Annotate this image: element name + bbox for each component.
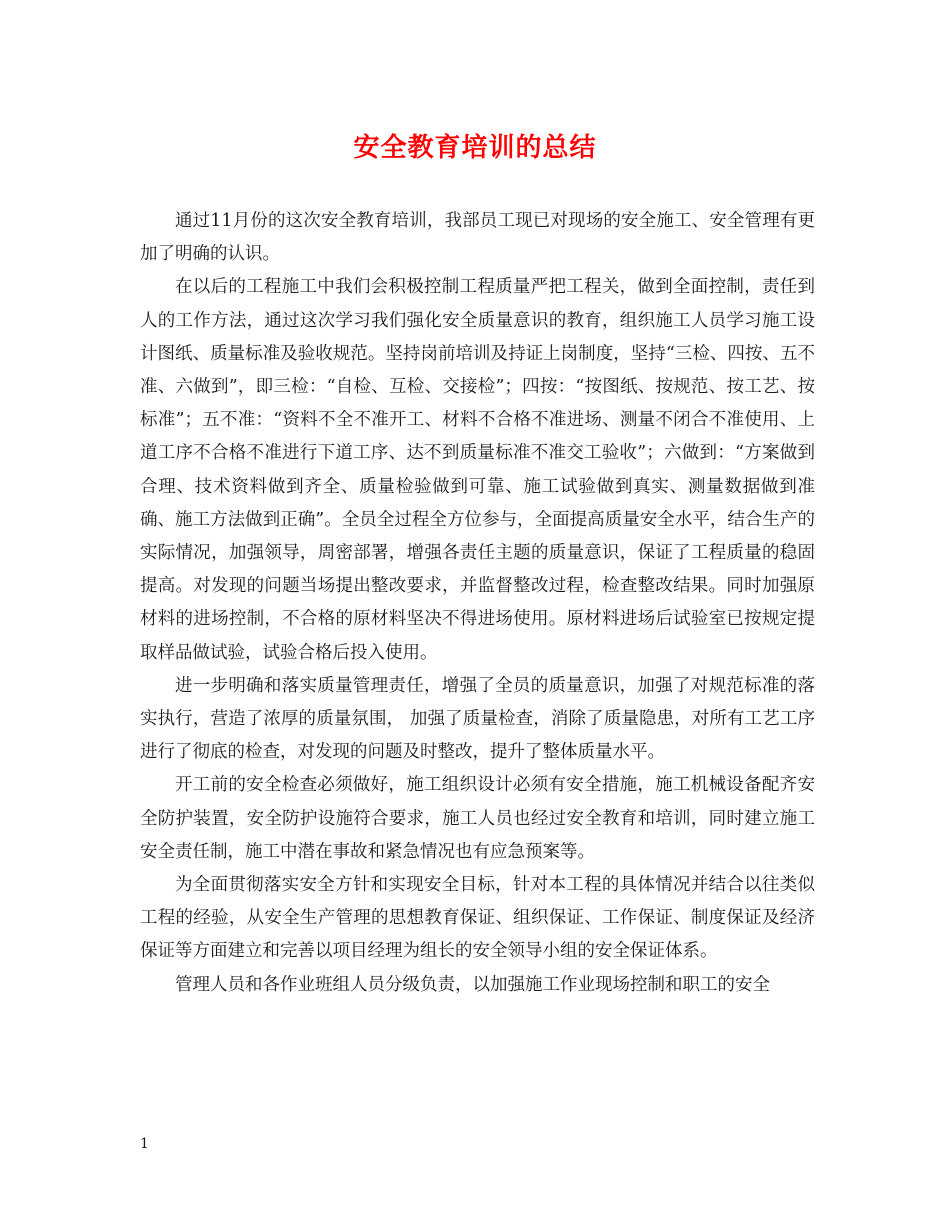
paragraph-safety-inspection: 开工前的安全检查必须做好，施工组织设计必须有安全措施，施工机械设备配齐安全防护装置，安全防护设施符合要求，施工人员也经过安全教育和培训，同时建立施工安全责任制，施工中潜在事故和紧急情况也有应急预案等。	[140, 775, 815, 862]
paragraph-training-result: 通过11月份的这次安全教育培训，我部员工现已对现场的安全施工、安全管理有更加了明确的认识。	[140, 211, 815, 265]
paragraph-safety-system: 为全面贯彻落实安全方针和实现安全目标，针对本工程的具体情况并结合以往类似工程的经验，从安全生产管理的思想教育保证、组织保证、工作保证、制度保证及经济保证等方面建立和完善以项目经理为组长的安全领导小组的安全保证体系。	[140, 875, 815, 962]
paragraph-management-levels: 管理人员和各作业班组人员分级负责，以加强施工作业现场控制和职工的安全	[175, 974, 770, 995]
paragraph-quality-responsibility: 进一步明确和落实质量管理责任，增强了全员的质量意识，加强了对规范标准的落实执行，营造了浓厚的质量氛围， 加强了质量检查，消除了质量隐患，对所有工艺工序进行了彻底的检查，对发现的问题及时整改，提升了整体质量水平。	[140, 675, 815, 763]
page-number: 1	[140, 1136, 149, 1152]
paragraph-quality-control: 在以后的工程施工中我们会积极控制工程质量严把工程关，做到全面控制，责任到人的工作方法，通过这次学习我们强化安全质量意识的教育，组织施工人员学习施工设计图纸、质量标准及验收规范。坚持岗前培训及持证上岗制度，坚持“三检、四按、五不准、六做到”，即三检：“自检、互检、交接检”；四按：“按图纸、按规范、按工艺、按标准”；五不准：“资料不全不准开工、材料不合格不准进场、测量不闭合不准使用、上道工序不合格不准进行下道工序、达不到质量标准不准交工验收”；六做到：“方案做到合理、技术资料做到齐全、质量检验做到可靠、施工试验做到真实、测量数据做到准确、施工方法做到正确”。全员全过程全方位参与，全面提高质量安全水平，结合生产的实际情况，加强领导，周密部署，增强各责任主题的质量意识，保证了工程质量的稳固提高。对发现的问题当场提出整改要求，并监督整改过程，检查整改结果。同时加强原材料的进场控制，不合格的原材料坚决不得进场使用。原材料进场后试验室已按规定提取样品做试验，试验合格后投入使用。	[140, 277, 815, 663]
document-body	[140, 205, 815, 1002]
document-title: 安全教育培训的总结	[353, 133, 597, 163]
